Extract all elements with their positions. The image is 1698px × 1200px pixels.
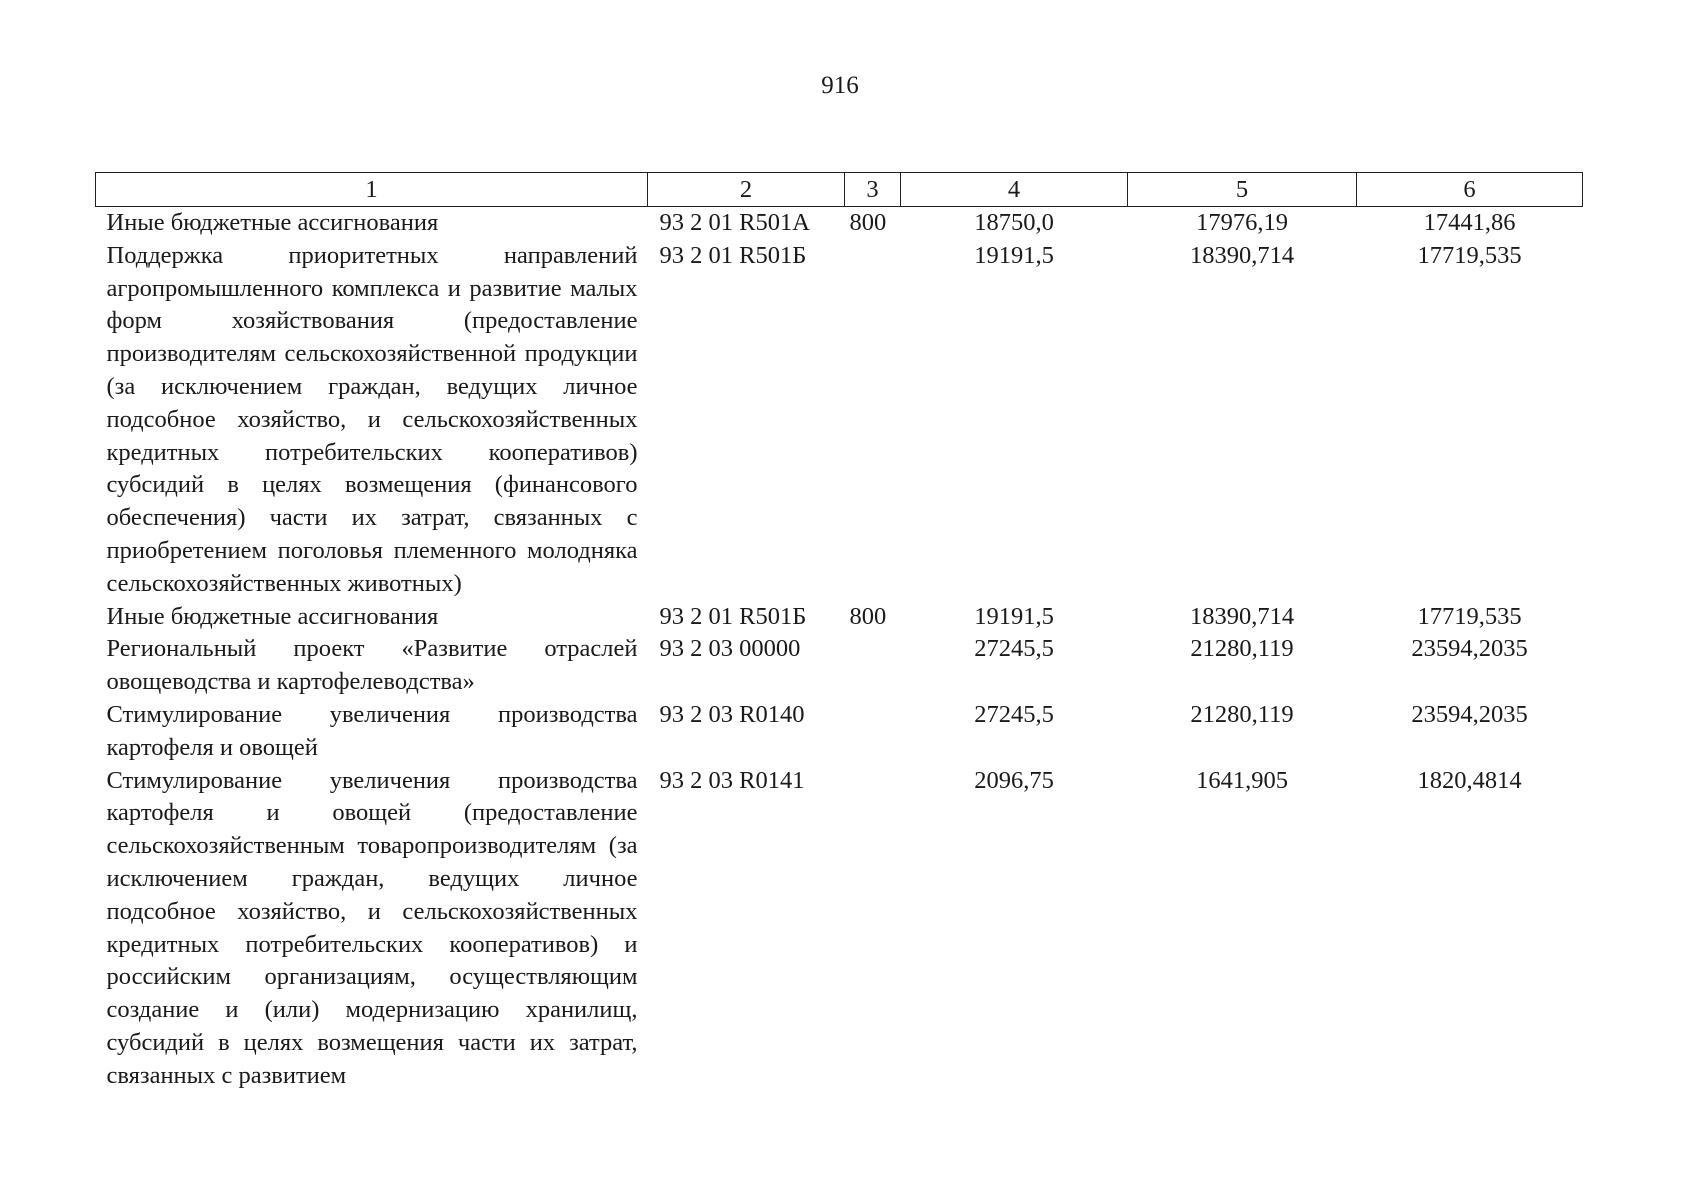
row-code: 93 2 03 R0140 [659, 700, 805, 728]
row-code: 93 2 01 R501Б [659, 241, 807, 269]
table-row [96, 633, 1583, 699]
row-name: Иные бюджетные ассигнования [106, 602, 439, 630]
column-header-5: 5 [1128, 173, 1357, 207]
row-name: Региональный проект «Развитие отраслей овощеводства и картофелеводства» [106, 635, 638, 696]
budget-allocation-table [95, 172, 1583, 1093]
row-value-4: 19191,5 [974, 241, 1054, 269]
row-expense-type [845, 765, 901, 1093]
table-row [96, 699, 1583, 765]
page-number: 916 [821, 72, 859, 99]
row-name: Стимулирование увеличения производства картофеля и овощей (предоставление сельскохозяйственным товаропроизводителям (за исключением граждан, ведущих личное подсобное хозяйство, и сельскохозяйственных кредитных потребительских кооперативов) и российским организациям, осуществляющим создание и (или) модернизацию хранилищ, субсидий в целях возмещения части их затрат, связанных с развитием [106, 766, 638, 1089]
table-row [96, 601, 1583, 634]
row-name: Стимулирование увеличения производства картофеля и овощей [106, 700, 638, 761]
table-row [96, 765, 1583, 1093]
row-value-4: 2096,75 [974, 766, 1054, 794]
row-value-6: 23594,2035 [1411, 635, 1528, 663]
row-expense-type [845, 699, 901, 765]
table-row [96, 240, 1583, 601]
row-value-5: 18390,714 [1189, 241, 1295, 269]
row-value-5: 21280,119 [1190, 635, 1294, 663]
row-code: 93 2 03 00000 [659, 635, 801, 663]
row-value-6: 23594,2035 [1411, 700, 1528, 728]
row-value-5: 18390,714 [1189, 602, 1295, 630]
row-value-6: 1820,4814 [1417, 766, 1522, 794]
column-header-3: 3 [845, 173, 901, 207]
row-name: Поддержка приоритетных направлений агропромышленного комплекса и развитие малых форм хозяйствования (предоставление производителям сельскохозяйственной продукции (за исключением граждан, ведущих личное подсобное хозяйство, и сельскохозяйственных кредитных потребительских кооперативов) субсидий в целях возмещения (финансового обеспечения) части их затрат, связанных с приобретением поголовья племенного молодняка сельскохозяйственных животных) [106, 241, 638, 597]
row-value-5: 21280,119 [1190, 700, 1294, 728]
row-value-4: 27245,5 [974, 635, 1054, 663]
column-header-6: 6 [1357, 173, 1583, 207]
row-value-5: 1641,905 [1196, 766, 1288, 794]
table-row [96, 207, 1583, 240]
row-code: 93 2 01 R501А [659, 209, 810, 236]
row-value-6: 17719,535 [1417, 602, 1522, 630]
row-value-6: 17719,535 [1417, 241, 1522, 269]
column-header-1: 1 [96, 173, 648, 207]
row-name: Иные бюджетные ассигнования [106, 209, 439, 236]
row-expense-type [845, 240, 901, 601]
row-expense-type: 800 [849, 209, 887, 236]
row-expense-type: 800 [849, 602, 887, 630]
row-expense-type [845, 633, 901, 699]
column-header-4: 4 [901, 173, 1128, 207]
row-value-4: 27245,5 [974, 700, 1054, 728]
row-code: 93 2 01 R501Б [659, 602, 807, 630]
column-header-2: 2 [648, 173, 845, 207]
row-code: 93 2 03 R0141 [659, 766, 805, 794]
table-header-row [96, 173, 1583, 207]
row-value-6: 17441,86 [1423, 209, 1516, 236]
row-value-5: 17976,19 [1196, 209, 1288, 236]
row-value-4: 18750,0 [974, 209, 1054, 236]
row-value-4: 19191,5 [974, 602, 1054, 630]
